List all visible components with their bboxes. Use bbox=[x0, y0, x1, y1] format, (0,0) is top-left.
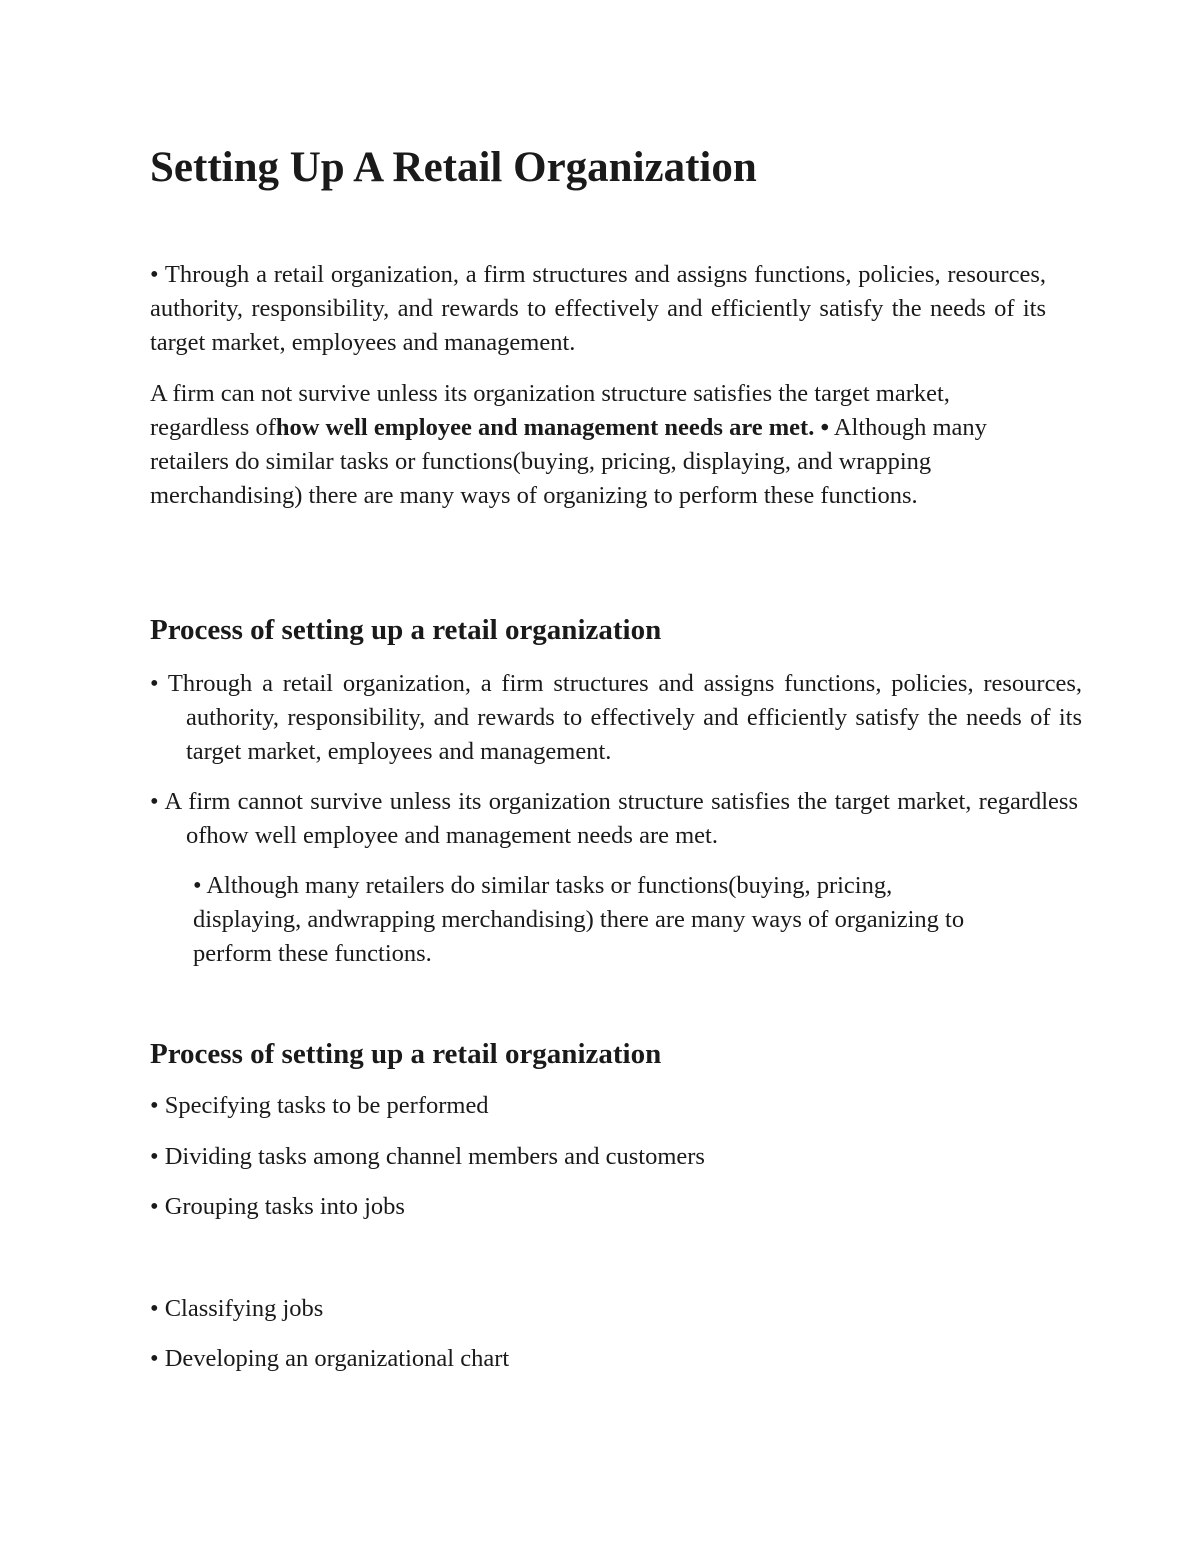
document-title: Setting Up A Retail Organization bbox=[150, 144, 757, 191]
section-1-heading: Process of setting up a retail organization bbox=[150, 614, 662, 646]
section-1-bullet-3: • Although many retailers do similar tasks or functions(buying, pricing, displaying, andwrapping merchandising) there are many ways of organizing to perform these functions. bbox=[193, 872, 965, 967]
list-item-specifying-tasks: • Specifying tasks to be performed bbox=[150, 1092, 489, 1119]
section-1-bullet-1: • Through a retail organization, a firm structures and assigns functions, policies, resources, authority, responsibility, and rewards to effectively and efficiently satisfy the needs of its target market, employees and management. bbox=[150, 670, 1082, 765]
section-2-heading: Process of setting up a retail organization bbox=[150, 1038, 662, 1070]
section-1-bullet-2: • A firm cannot survive unless its organization structure satisfies the target market, regardless ofhow well employee and management needs are met. bbox=[150, 788, 1078, 849]
list-item-grouping-tasks: • Grouping tasks into jobs bbox=[150, 1193, 405, 1220]
list-item-dividing-tasks: • Dividing tasks among channel members and customers bbox=[150, 1143, 705, 1170]
list-item-classifying-jobs: • Classifying jobs bbox=[150, 1295, 324, 1322]
list-item-org-chart: • Developing an organizational chart bbox=[150, 1345, 510, 1372]
intro-p2-rest-text: Although many retailers do similar tasks or functions(buying, pricing, displaying, and wrapping merchandising) there are many ways of organizing to perform these functions. bbox=[150, 414, 987, 509]
intro-paragraph-1: • Through a retail organization, a firm structures and assigns functions, policies, resources, authority, responsibility, and rewards to effectively and efficiently satisfy the needs of its target market, employees and management. bbox=[150, 261, 1046, 356]
intro-paragraph-2 bbox=[150, 377, 1030, 513]
intro-p2-bold-text: how well employee and management needs are met. • bbox=[275, 414, 830, 441]
intro-p2-text: A firm can not survive unless its organization structure satisfies the target market, regardless of bbox=[150, 380, 950, 441]
